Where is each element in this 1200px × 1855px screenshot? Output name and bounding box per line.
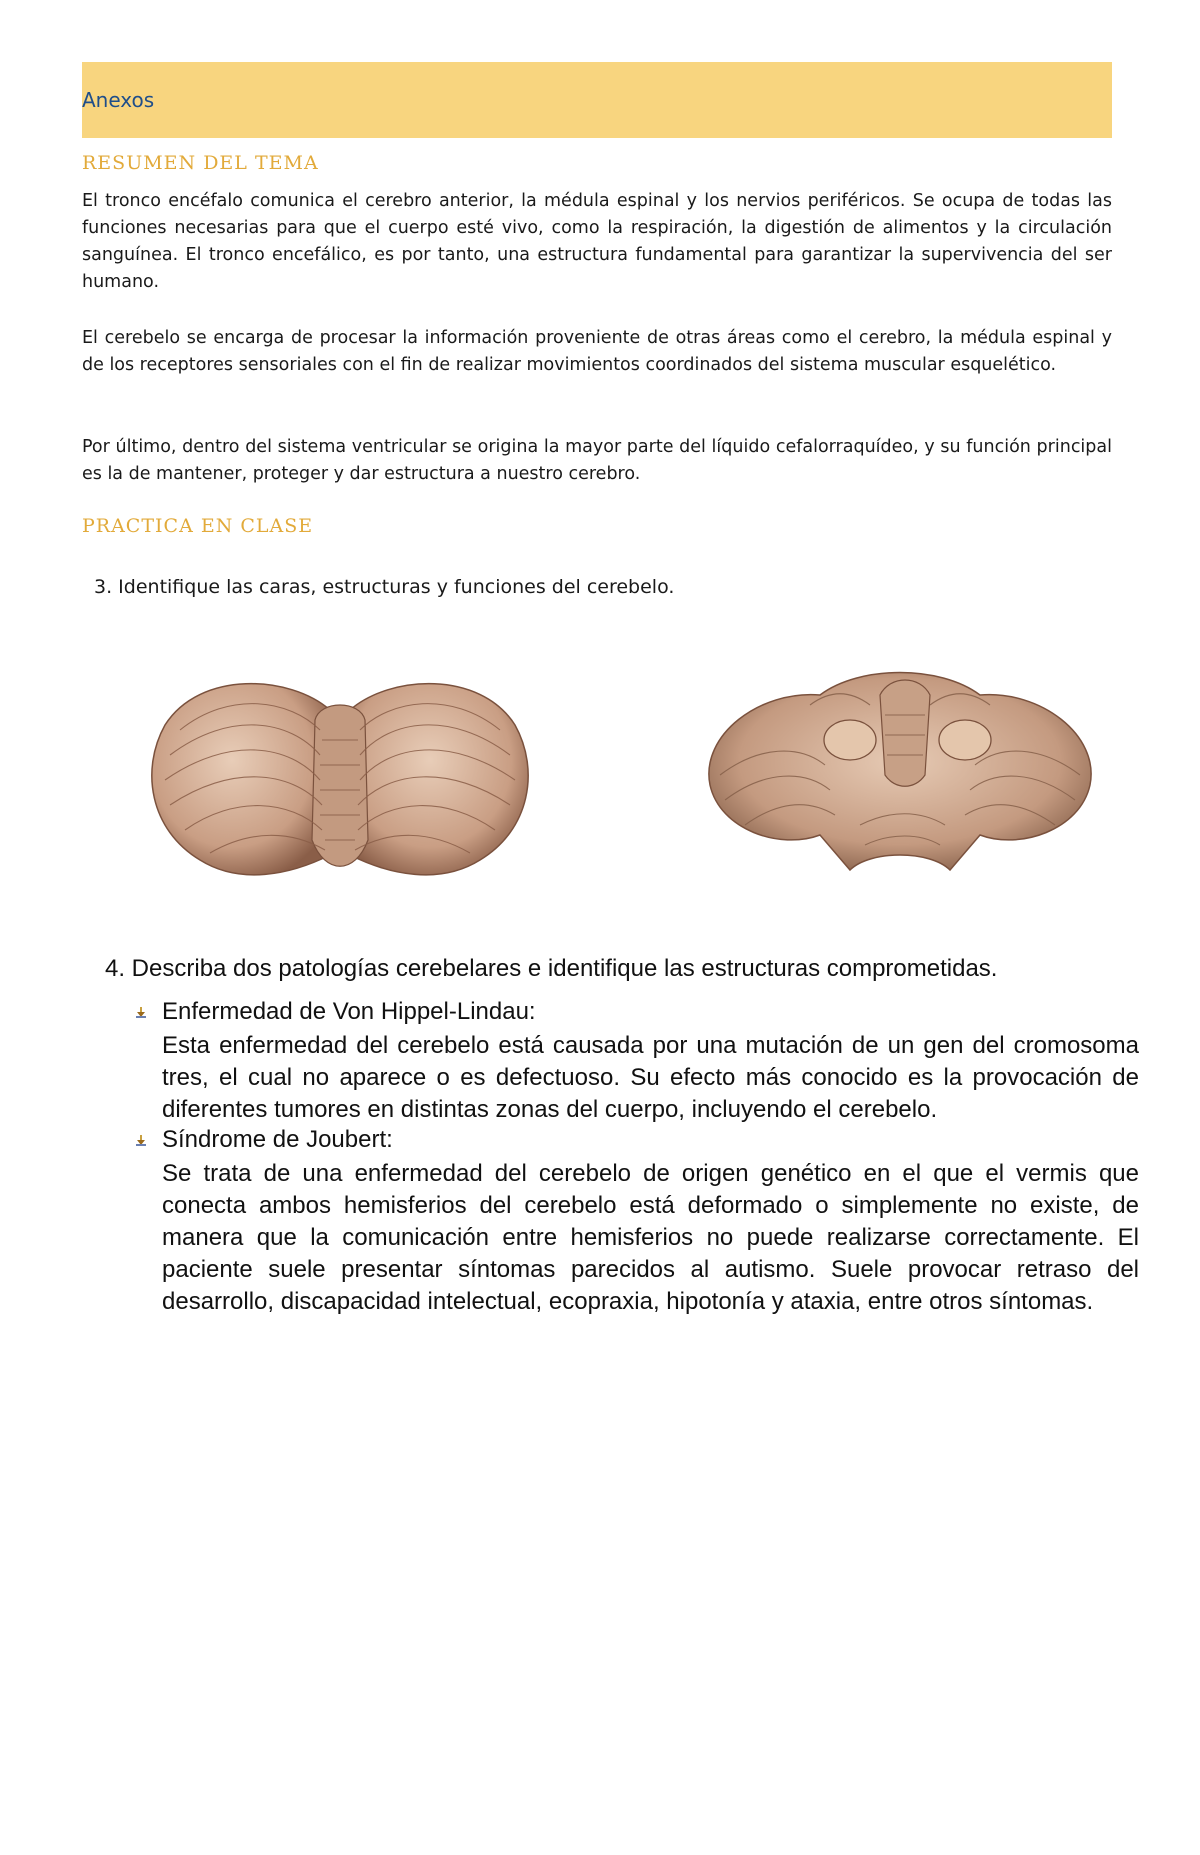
summary-heading: RESUMEN DEL TEMA	[82, 152, 319, 174]
pathology-description: Esta enfermedad del cerebelo está causada por una mutación de un gen del cromosoma tres, el cual no aparece o es defectuoso. Su efecto más conocido es la provocación de diferentes tumores en distintas zonas del cuerpo, incluyendo el cerebelo.	[162, 1032, 1139, 1123]
arrow-bullet-icon	[135, 1134, 147, 1146]
pathology-title: Síndrome de Joubert:	[162, 1126, 393, 1153]
summary-paragraph-3: Por último, dentro del sistema ventricular se origina la mayor parte del líquido cefalorraquídeo, y su función principal es la de mantener, proteger y dar estructura a nuestro cerebro.	[82, 437, 1112, 484]
pathology-description: Se trata de una enfermedad del cerebelo de origen genético en el que el vermis que conecta ambos hemisferios del cerebelo está deformado o simplemente no existe, de manera que la comunicación entre hemisferios no puede realizarse correctamente. El paciente suele presentar síntomas parecidos al autismo. Suele provocar retraso del desarrollo, discapacidad intelectual, ecopraxia, hipotonía y ataxia, entre otros síntomas.	[162, 1160, 1139, 1315]
practice-heading: PRACTICA EN CLASE	[82, 515, 314, 537]
arrow-bullet-icon	[135, 1006, 147, 1018]
cerebellum-anterior-view-image	[700, 635, 1100, 880]
header-banner	[82, 62, 1112, 138]
banner-title: Anexos	[82, 88, 155, 112]
question-3: 3. Identifique las caras, estructuras y funciones del cerebelo.	[94, 576, 675, 598]
summary-paragraph-1: El tronco encéfalo comunica el cerebro anterior, la médula espinal y los nervios periféricos. Se ocupa de todas las funciones necesarias para que el cuerpo esté vivo, como la respiración, la digestión de alimentos y la circulación sanguínea. El tronco encefálico, es por tanto, una estructura fundamental para garantizar la supervivencia del ser humano.	[82, 191, 1112, 292]
summary-paragraph-2: El cerebelo se encarga de procesar la información proveniente de otras áreas como el cerebro, la médula espinal y de los receptores sensoriales con el fin de realizar movimientos coordinados del sistema muscular esquelético.	[82, 328, 1112, 375]
pathology-title: Enfermedad de Von Hippel-Lindau:	[162, 998, 536, 1025]
cerebellum-superior-view-image	[140, 670, 540, 895]
question-4: 4. Describa dos patologías cerebelares e identifique las estructuras comprometidas.	[105, 955, 998, 982]
